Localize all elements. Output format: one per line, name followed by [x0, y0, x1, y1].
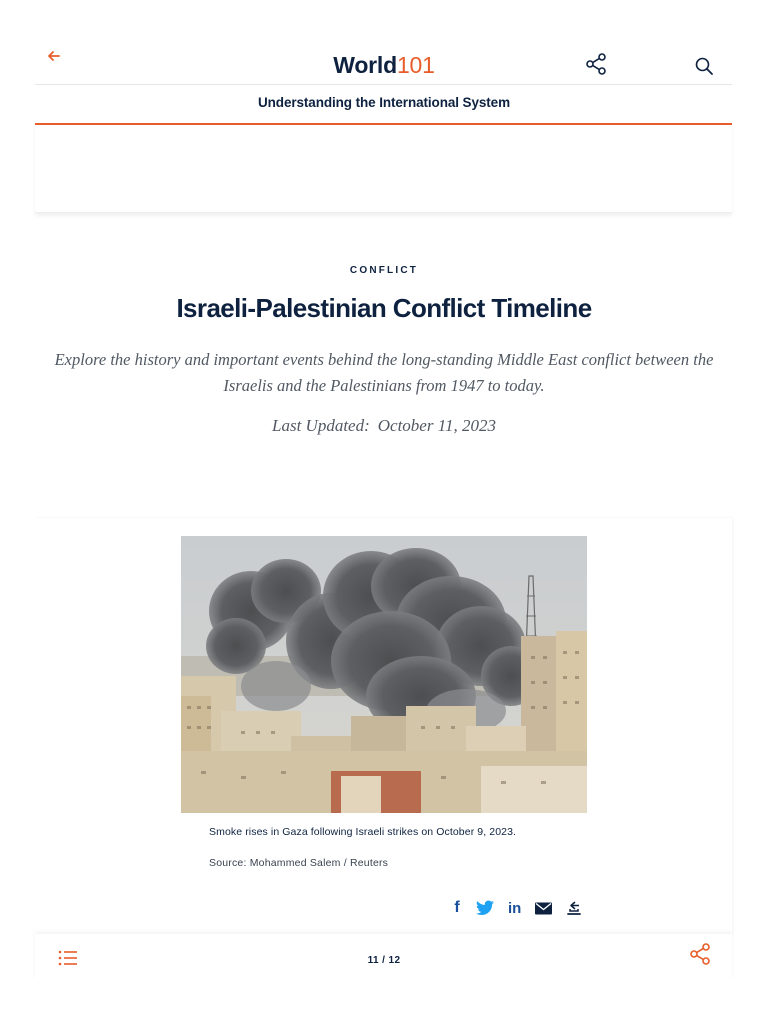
article-description: Explore the history and important events behind the long-standing Middle East conflict between the Israelis and the Palestinians from 1947 to today.	[54, 350, 714, 395]
logo-word: World	[333, 52, 397, 78]
hero-photo	[181, 536, 587, 813]
logo-number: 101	[396, 52, 435, 78]
site-tagline[interactable]: Understanding the International System	[258, 95, 510, 110]
last-updated-label: Last Updated:	[272, 416, 370, 435]
linkedin-icon[interactable]: in	[508, 899, 522, 917]
share-icon[interactable]	[688, 942, 712, 966]
photo-source: Source: Mohammed Salem / Reuters	[209, 857, 389, 869]
share-toolbar	[452, 897, 582, 919]
article-category[interactable]: CONFLICT	[349, 265, 419, 276]
page-indicator: 11 / 12	[367, 955, 401, 966]
share-icon[interactable]	[584, 52, 608, 76]
twitter-icon[interactable]	[476, 900, 494, 916]
facebook-icon[interactable]: f	[454, 899, 460, 916]
search-icon[interactable]	[694, 56, 714, 76]
site-logo[interactable]	[0, 52, 768, 79]
last-updated-date: October 11, 2023	[377, 416, 496, 435]
embed-icon[interactable]	[566, 900, 582, 916]
header-divider	[35, 84, 732, 85]
email-icon[interactable]	[535, 902, 552, 915]
banner-placeholder	[35, 125, 732, 213]
photo-caption: Smoke rises in Gaza following Israeli strikes on October 9, 2023.	[209, 826, 517, 838]
page-title: Israeli-Palestinian Conflict Timeline	[176, 293, 592, 323]
last-updated	[0, 416, 768, 436]
